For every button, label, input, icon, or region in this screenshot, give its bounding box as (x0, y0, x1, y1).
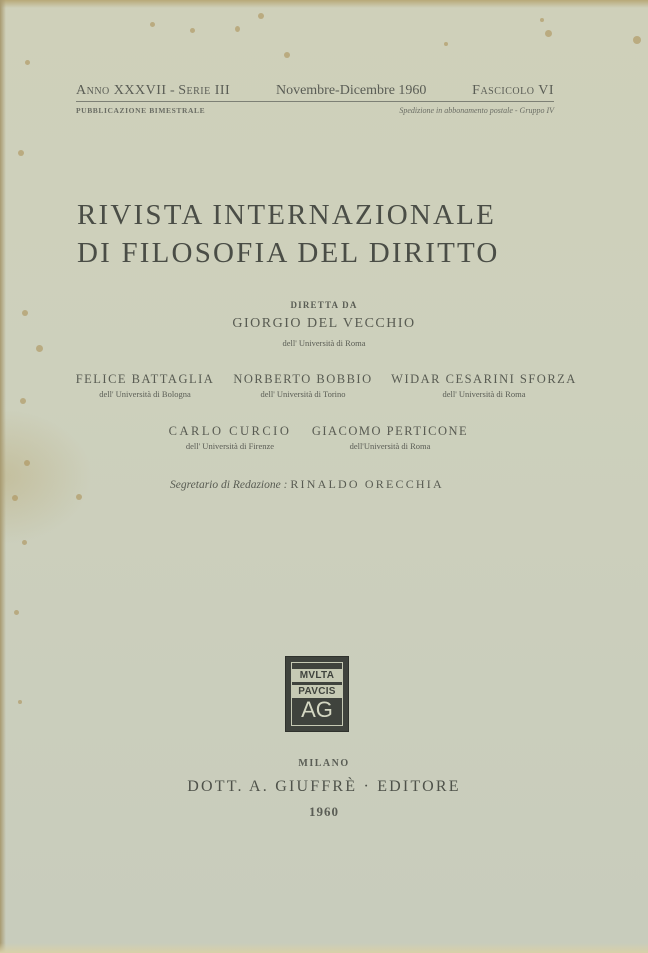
imprint-publisher: DOTT. A. GIUFFRÈ · EDITORE (187, 778, 461, 795)
director-name: GIORGIO DEL VECCHIO (232, 316, 416, 331)
secretary-label: Segretario di Redazione : (170, 479, 288, 491)
editor-bobbio: NORBERTO BOBBIO dell' Università di Torino (233, 372, 373, 399)
postal-note: Spedizione in abbonamento postale - Gruppo IV (399, 106, 554, 115)
director-label: DIRETTA DA (290, 300, 358, 310)
logo-monogram: AG (301, 697, 333, 722)
title-line-1: RIVISTA INTERNAZIONALE (77, 199, 496, 231)
volume: Anno XXXVII (76, 83, 167, 98)
volume-series: Anno XXXVII - Serie III (76, 83, 231, 98)
logo-motto-line-2: PAVCIS (291, 685, 343, 698)
director-affiliation: dell' Università di Roma (282, 338, 366, 348)
editor-curcio: CARLO CURCIO dell' Università di Firenze (168, 424, 292, 451)
series: Serie III (178, 83, 231, 98)
editorial-secretary (170, 477, 444, 492)
publication-frequency: PUBBLICAZIONE BIMESTRALE (76, 106, 206, 115)
issue-date: Novembre-Dicembre 1960 (275, 83, 427, 98)
issue-subheader (76, 106, 554, 115)
paper-edge-top (0, 0, 648, 8)
imprint-city: MILANO (298, 758, 350, 769)
imprint-year: 1960 (309, 804, 339, 819)
journal-title (77, 196, 577, 272)
header-rule (76, 101, 554, 102)
publisher-logo (285, 656, 349, 732)
issue-header (76, 83, 554, 99)
title-line-2: DI FILOSOFIA DEL DIRITTO (77, 237, 500, 269)
paper-edge-bottom (0, 943, 648, 953)
secretary-name: RINALDO ORECCHIA (290, 477, 444, 491)
fascicle: Fascicolo VI (472, 83, 554, 98)
logo-motto-line-1: MVLTA (291, 669, 343, 682)
editor-battaglia: FELICE BATTAGLIA dell' Università di Bologna (75, 372, 215, 399)
editor-perticone: GIACOMO PERTICONE dell'Università di Roma (311, 424, 469, 451)
editor-cesarini-sforza: WIDAR CESARINI SFORZA dell' Università di Roma (391, 372, 577, 399)
